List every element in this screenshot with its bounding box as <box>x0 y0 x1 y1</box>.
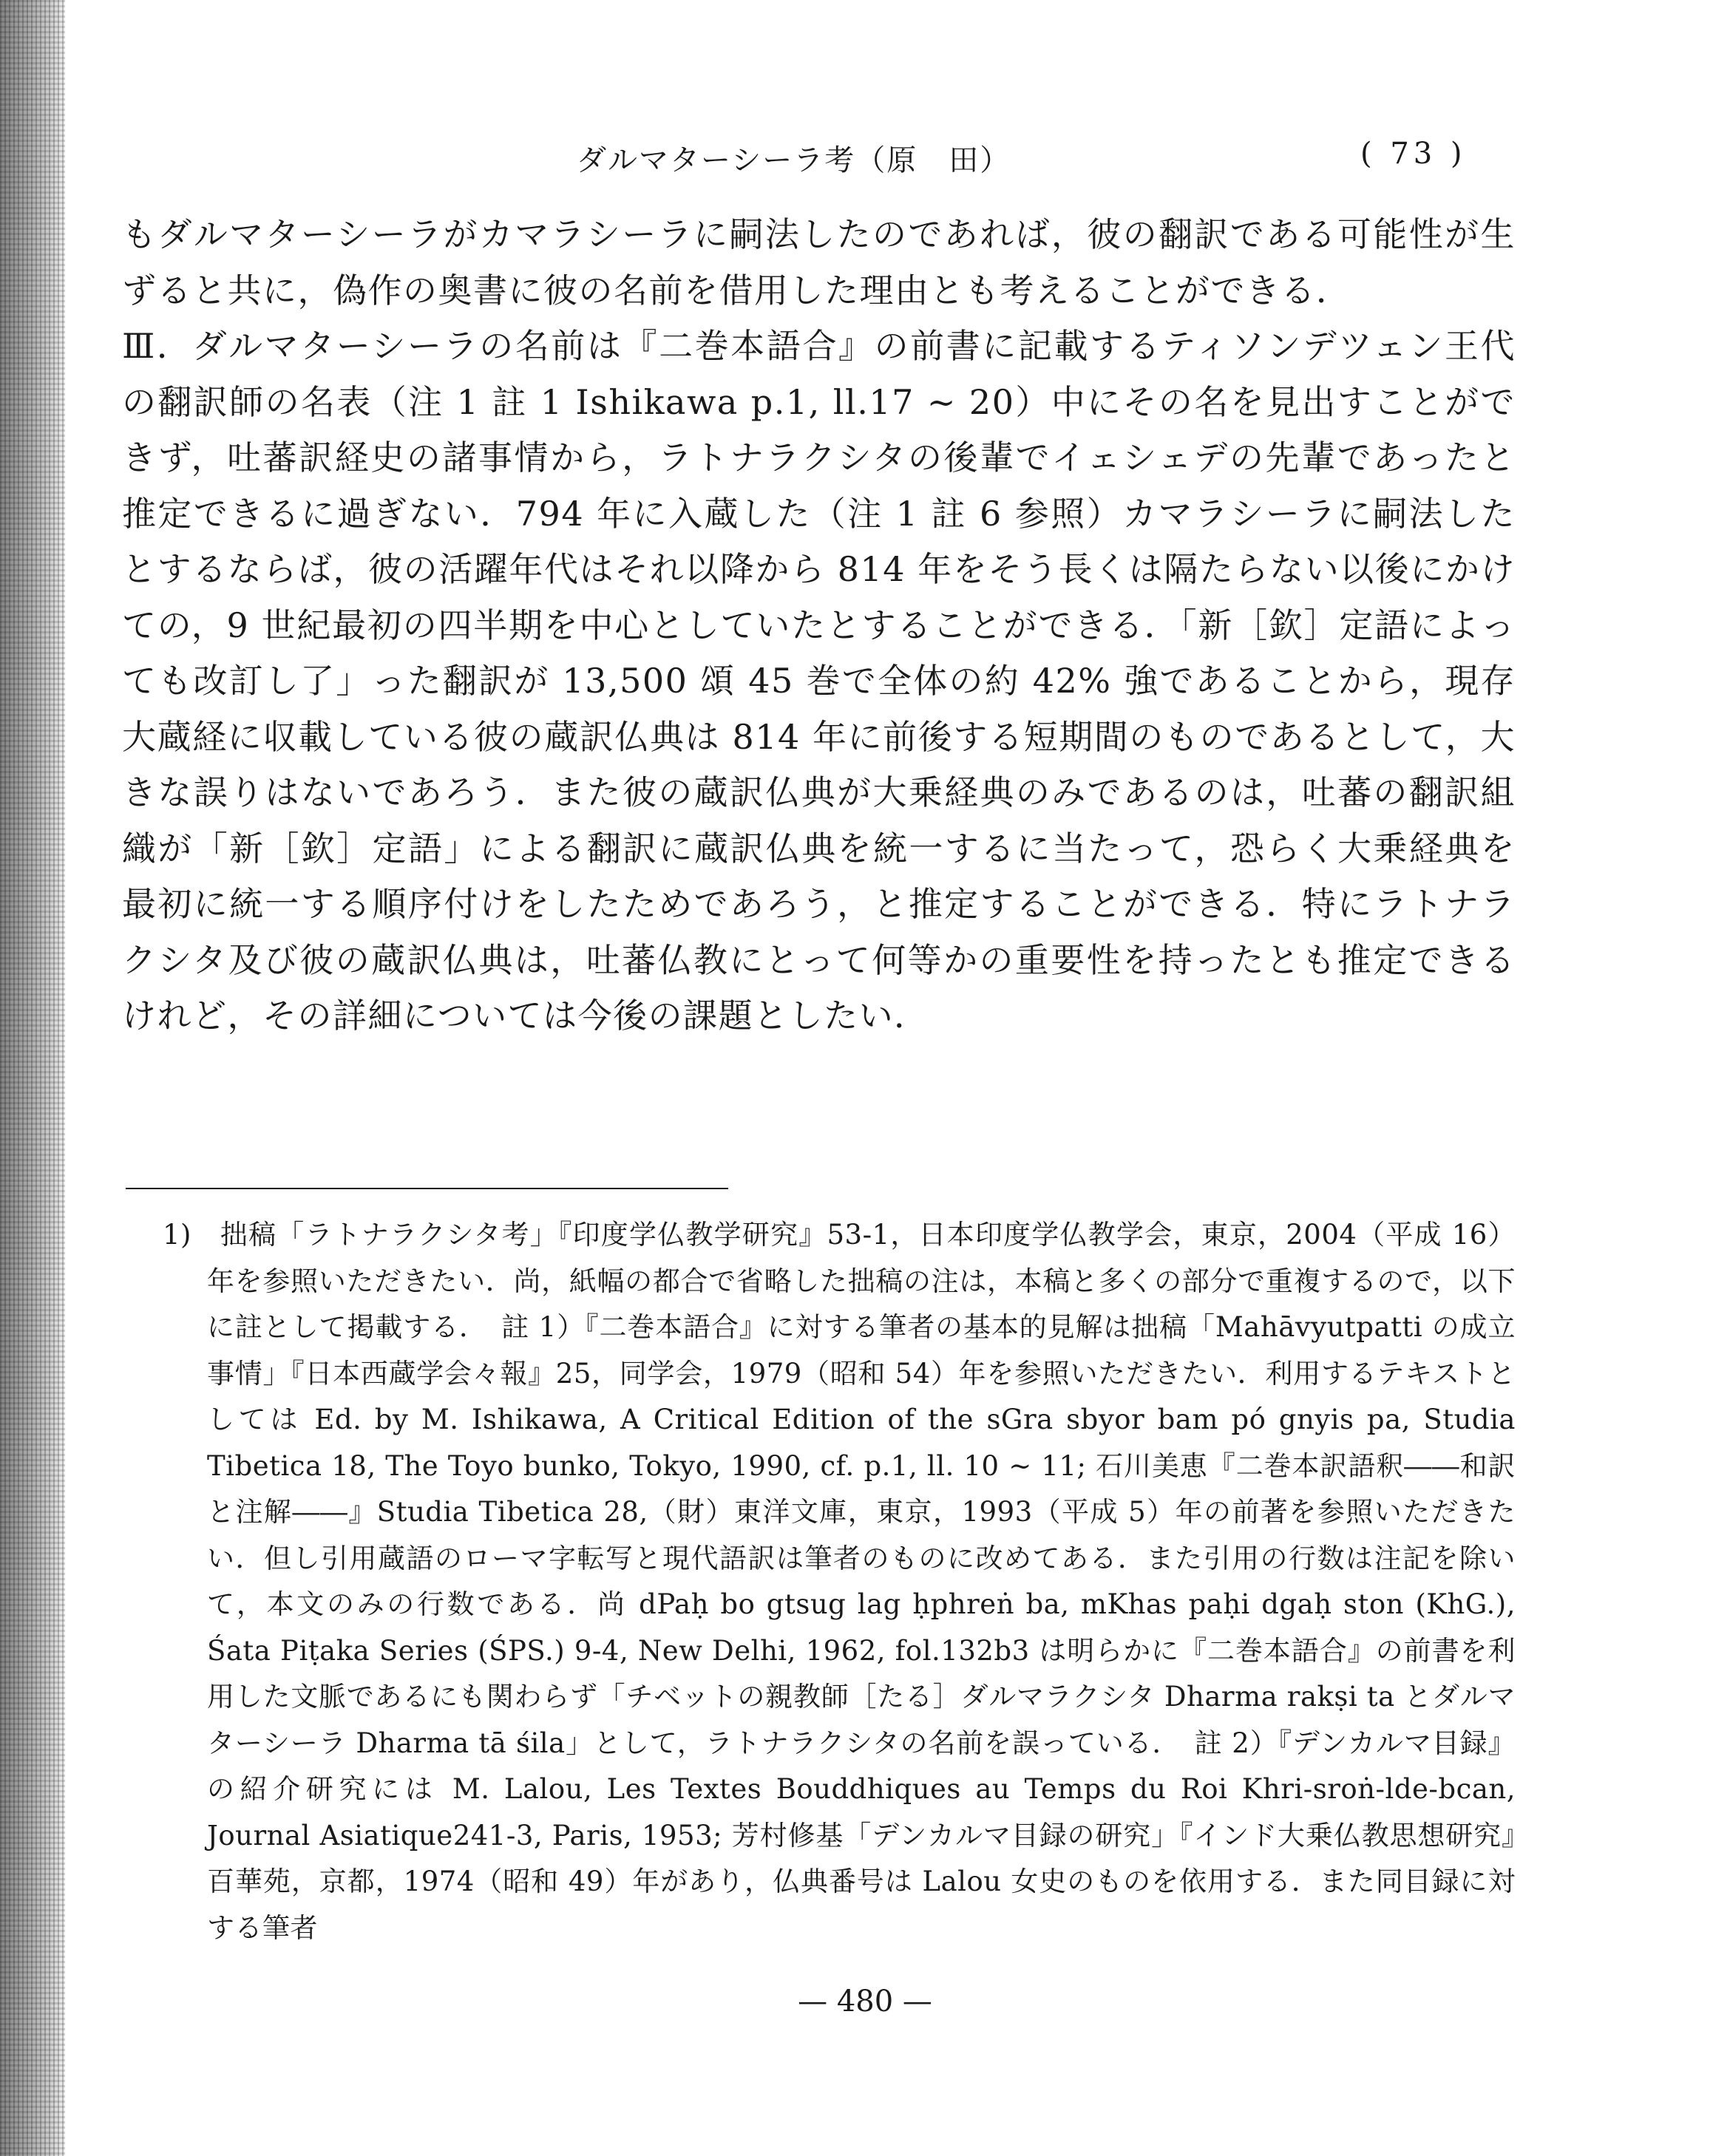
scan-binding-edge <box>0 0 65 2156</box>
footnotes <box>163 1212 1516 1951</box>
main-text <box>122 207 1516 1044</box>
page-number-tag: ( 73 ) <box>1360 137 1467 171</box>
body-paragraph: Ⅲ．ダルマターシーラの名前は『二巻本語合』の前書に記載するティソンデツェン王代の翻訳師の名表（注 1 註 1 Ishikawa p.1, ll.17 ~ 20）中にその名を見出すことができず，吐蕃訳経史の諸事情から，ラトナラクシタの後輩でイェシェデの先輩であったと推定できるに過ぎない．794 年に入蔵した（注 1 註 6 参照）カマラシーラに嗣法したとするならば，彼の活躍年代はそれ以降から 814 年をそう長くは隔たらない以後にかけての，9 世紀最初の四半期を中心としていたとすることができる．「新［欽］定語によっても改訂し了」った翻訳が 13,500 頌 45 巻で全体の約 42% 強であることから，現存大蔵経に収載している彼の蔵訳仏典は 814 年に前後する短期間のものであるとして，大きな誤りはないであろう．また彼の蔵訳仏典が大乗経典のみであるのは，吐蕃の翻訳組織が「新［欽］定語」による翻訳に蔵訳仏典を統一するに当たって，恐らく大乗経典を最初に統一する順序付けをしたためであろう，と推定することができる．特にラトナラクシタ及び彼の蔵訳仏典は，吐蕃仏教にとって何等かの重要性を持ったとも推定できるけれど，その詳細については今後の課題としたい． <box>122 326 1516 1036</box>
page-header <box>0 137 1730 181</box>
body-paragraph: もダルマターシーラがカマラシーラに嗣法したのであれば，彼の翻訳である可能性が生ずると共に，偽作の奥書に彼の名前を借用した理由とも考えることができる． <box>122 214 1516 310</box>
running-title: ダルマターシーラ考（原 田） <box>577 143 1011 177</box>
footnote-1: 1) 拙稿「ラトナラクシタ考」『印度学仏教学研究』53-1，日本印度学仏教学会，東京，2004（平成 16）年を参照いただきたい．尚，紙幅の都合で省略した拙稿の注は，本稿と多くの部分で重複するので，以下に註として掲載する． 註 1）『二巻本語合』に対する筆者の基本的見解は拙稿「Mahāvyutpatti の成立事情」『日本西蔵学会々報』25，同学会，1979（昭和 54）年を参照いただきたい．利用するテキストとしては Ed. by M. Ishikawa, A Critical Edition of the sGra sbyor bam pó gnyis pa, Studia Tibetica 18, The Toyo bunko, Tokyo, 1990, cf. p.1, ll. 10 ~ 11; 石川美恵『二巻本訳語釈――和訳と注解――』Studia Tibetica 28,（財）東洋文庫，東京，1993（平成 5）年の前著を参照いただきたい．但し引用蔵語のローマ字転写と現代語訳は筆者のものに改めてある．また引用の行数は注記を除いて，本文のみの行数である．尚 dPaḥ bo gtsug lag ḥphreṅ ba, mKhas paḥi dgaḥ ston (KhG.), Śata Piṭaka Series (ŚPS.) 9-4, New Delhi, 1962, fol.132b3 は明らかに『二巻本語合』の前書を利用した文脈であるにも関わらず「チベットの親教師［たる］ダルマラクシタ Dharma rakṣi ta とダルマターシーラ Dharma tā śila」として，ラトナラクシタの名前を誤っている． 註 2）『デンカルマ目録』の紹介研究には M. Lalou, Les Textes Bouddhiques au Temps du Roi Khri-sroṅ-lde-bcan, Journal Asiatique241-3, Paris, 1953; 芳村修基「デンカルマ目録の研究」『インド大乗仏教思想研究』百華苑，京都，1974（昭和 49）年があり，仏典番号は Lalou 女史のものを依用する．また同目録に対する筆者 <box>163 1219 1516 1944</box>
footnote-separator <box>126 1188 728 1189</box>
page-folio: — 480 — <box>798 1985 932 2019</box>
